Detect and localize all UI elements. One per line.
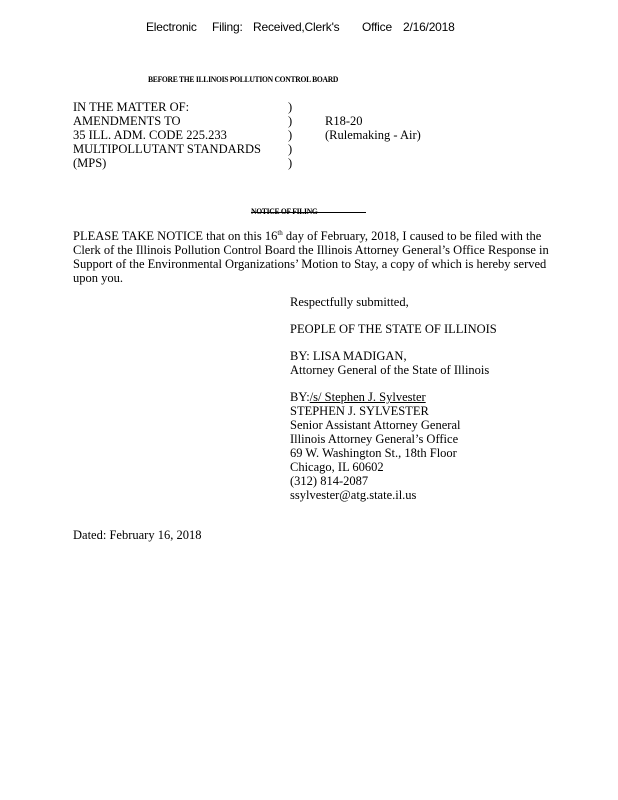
- notice-text-part2: day of February, 2018, I caused to be filed with the Clerk of the Illinois Pollution Control Board the Illinois Attorney General’s Office Response in Support of the Environmental Organizations’ Motion to Stay, a copy of which is hereby served upon you.: [73, 229, 549, 286]
- notice-title-text: NOTICE OF FILING: [251, 207, 318, 216]
- caption-line: AMENDMENTS TO: [73, 114, 181, 128]
- signer-office: Illinois Attorney General’s Office: [290, 432, 459, 446]
- caption-line: (MPS): [73, 156, 107, 170]
- party: PEOPLE OF THE STATE OF ILLINOIS: [290, 322, 497, 336]
- signature-line: [290, 390, 497, 404]
- caption-paren: ): [288, 128, 293, 142]
- stamp-filing: Filing:: [212, 20, 243, 34]
- dated-line: Dated: February 16, 2018: [73, 528, 202, 542]
- board-heading: BEFORE THE ILLINOIS POLLUTION CONTROL BOARD: [148, 75, 339, 84]
- stamp-electronic: Electronic: [146, 20, 197, 34]
- by-line: BY: LISA MADIGAN,: [290, 349, 407, 363]
- caption-line: MULTIPOLLUTANT STANDARDS: [73, 142, 261, 156]
- caption-paren: ): [288, 156, 293, 170]
- closing: Respectfully submitted,: [290, 295, 409, 309]
- caption-parens: [288, 100, 292, 170]
- stamp-office: Office: [362, 20, 392, 34]
- notice-text-part1: PLEASE TAKE NOTICE that on this 16: [73, 229, 278, 244]
- docket-type: (Rulemaking - Air): [325, 128, 421, 142]
- notice-paragraph: [73, 226, 558, 285]
- filing-stamp: [0, 20, 618, 36]
- signer-name: STEPHEN J. SYLVESTER: [290, 404, 429, 418]
- notice-title: [251, 201, 366, 216]
- caption-right: [325, 114, 421, 142]
- by-prefix: BY:: [290, 390, 310, 404]
- caption-paren: ): [288, 100, 293, 114]
- signer-city: Chicago, IL 60602: [290, 460, 384, 474]
- caption-paren: ): [288, 142, 293, 156]
- signer-title: Senior Assistant Attorney General: [290, 418, 461, 432]
- docket-number: R18-20: [325, 114, 363, 128]
- caption-paren: ): [288, 114, 293, 128]
- stamp-received: Received,Clerk's: [253, 20, 340, 34]
- ag-title: Attorney General of the State of Illinois: [290, 363, 490, 377]
- stamp-date: 2/16/2018: [403, 20, 455, 34]
- notice-superscript: th: [277, 229, 283, 237]
- caption-left: [73, 100, 261, 170]
- signer-email: ssylvester@atg.state.il.us: [290, 488, 417, 502]
- signer-phone: (312) 814-2087: [290, 474, 369, 488]
- caption-line: IN THE MATTER OF:: [73, 100, 190, 114]
- caption-line: 35 ILL. ADM. CODE 225.233: [73, 128, 227, 142]
- e-signature: /s/ Stephen J. Sylvester: [309, 390, 426, 404]
- signature-block: [290, 295, 497, 502]
- signer-street: 69 W. Washington St., 18th Floor: [290, 446, 457, 460]
